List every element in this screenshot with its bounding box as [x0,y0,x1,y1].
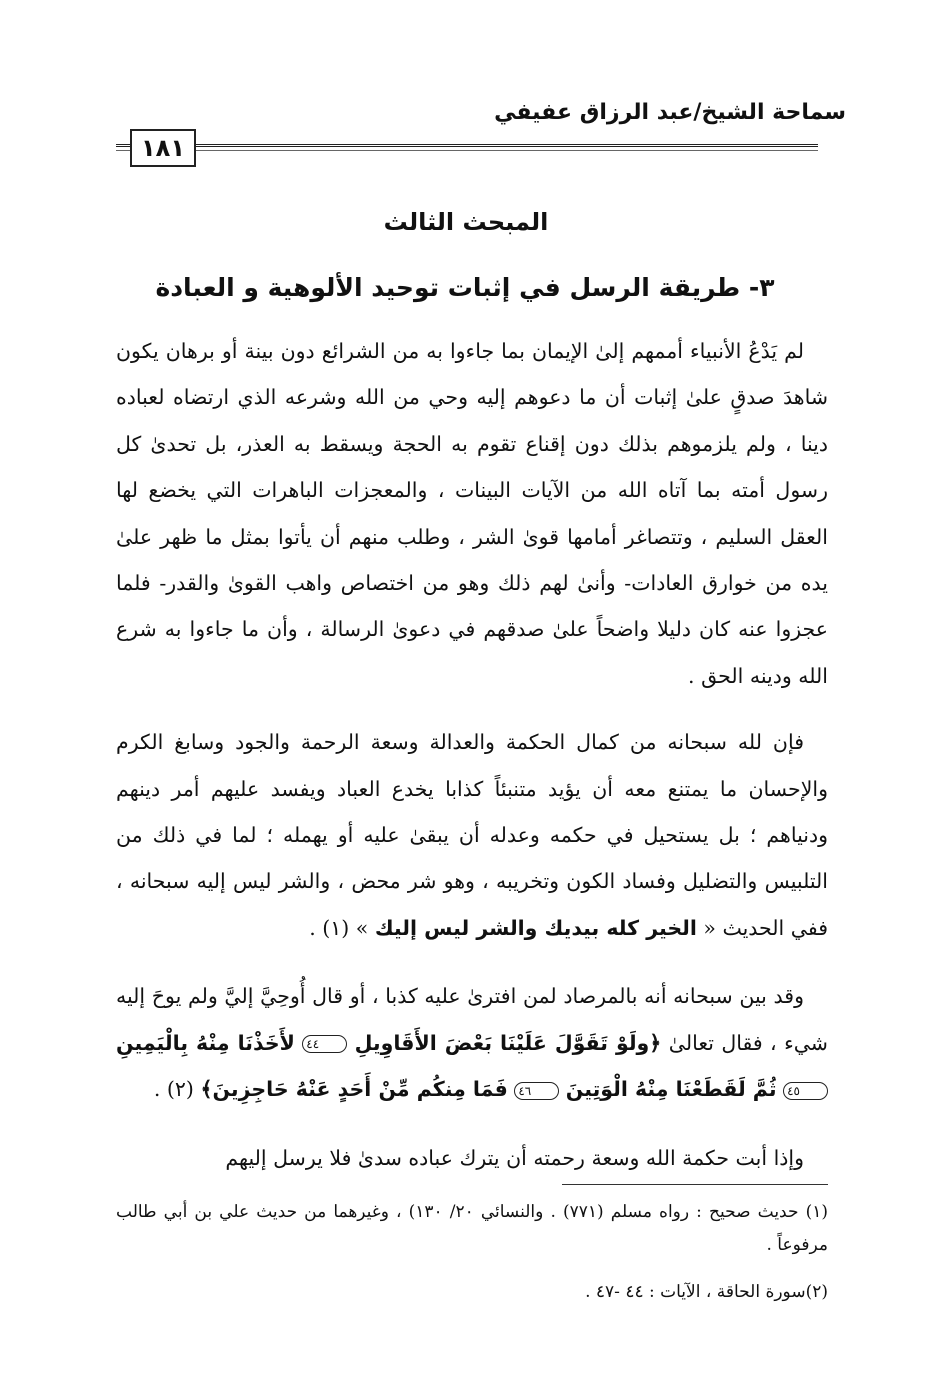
footnotes [116,1196,828,1309]
paragraph-3-end: (٢) . [153,1077,194,1102]
subsection-title: ٣- طريقة الرسل في إثبات توحيد الألوهية و العبادة [155,273,775,302]
ayah-number-44: ٤٤ [302,1035,347,1053]
paragraph-2-end: » (١) . [309,915,369,940]
paragraph-3-text: وقد بين سبحانه أنه بالمرصاد لمن افترىٰ عليه كذبا ، أو قال أُوحِيَّ إليَّ ولم يوحَ إليه شيء ، فقال تعالىٰ [116,984,828,1055]
ayah-number-46: ٤٦ [514,1082,559,1100]
ayah-number-45: ٤٥ [783,1082,828,1100]
page-number: ١٨١ [130,129,196,167]
quran-verse-2: لأَخَذْنَا مِنْهُ بِالْيَمِينِ [116,1030,295,1055]
header-rule-left [116,144,130,147]
paragraph-4: وإذا أبت حكمة الله وسعة رحمته أن يترك عباده سدىٰ فلا يرسل إليهم [225,1145,804,1170]
header-rule [116,144,818,151]
hadith-quote: الخير كله بيديك والشر ليس إليك [374,915,697,940]
quran-verse-1: ﴿ولَوْ تَقَوَّلَ عَلَيْنَا بَعْضَ الأَقَاوِيلِ [354,1030,662,1055]
quran-verse-3: ثُمَّ لَقَطَعْنَا مِنْهُ الْوَتِينَ [565,1077,777,1102]
footnote-1: (١) حديث صحيح : رواه مسلم (٧٧١) . والنسائي ٢٠/ ١٣٠) ، وغيرهما من حديث علي بن أبي طالب مرفوعاً . [116,1202,828,1255]
paragraph-3 [116,973,828,1112]
paragraph-2-text: فإن لله سبحانه من كمال الحكمة والعدالة وسعة الرحمة والجود وسابغ الكرم والإحسان ما يمتنع معه أن يؤيد متنبئاً كذابا يخدع العباد ويفسد عليهم أمر دينهم ودنياهم ؛ بل يستحيل في حكمه وعدله أن يبقىٰ عليه أو يهمله ؛ لما في ذلك من التلبيس والتضليل وفساد الكون وتخريبه ، وهو شر محض ، والشر ليس إليه سبحانه ، ففي الحديث « [116,730,828,940]
section-title: المبحث الثالث [383,208,549,236]
quran-verse-4: فَمَا مِنكُم مِّنْ أَحَدٍ عَنْهُ حَاجِزِينَ﴾ [200,1077,508,1102]
body-text [116,328,828,1181]
running-header-title: سماحة الشيخ/عبد الرزاق عفيفي [494,100,846,125]
footnote-2: (٢)سورة الحاقة ، الآيات : ٤٤ -٤٧ . [585,1282,828,1302]
paragraph-2 [116,719,828,951]
paragraph-1: لم يَدْعُ الأنبياء أممهم إلىٰ الإيمان بما جاءوا به من الشرائع دون بينة أو برهان يكون شاهدَ صدقٍ علىٰ إثبات أن ما دعوهم إليه وحي من الله وشرعه الذي ارتضاه لعباده دينا ، ولم يلزموهم بذلك دون إقناع تقوم به الحجة ويسقط به العذر، بل تحدىٰ كل رسول أمته بما آتاه الله من الآيات البينات ، والمعجزات الباهرات التي يخضع لها العقل السليم ، وتتصاغر أمامها قوىٰ الشر ، وطلب منهم أن يأتوا بمثل ما ظهر علىٰ يده من خوارق العادات- وأنىٰ لهم ذلك وهو من اختصاص واهب القوىٰ والقدر- فلما عجزوا عنه كان دليلا واضحاً علىٰ صدقهم في دعوىٰ الرسالة ، وأن ما جاءوا به شرع الله ودينه الحق . [116,339,828,688]
footnote-rule [562,1184,828,1185]
